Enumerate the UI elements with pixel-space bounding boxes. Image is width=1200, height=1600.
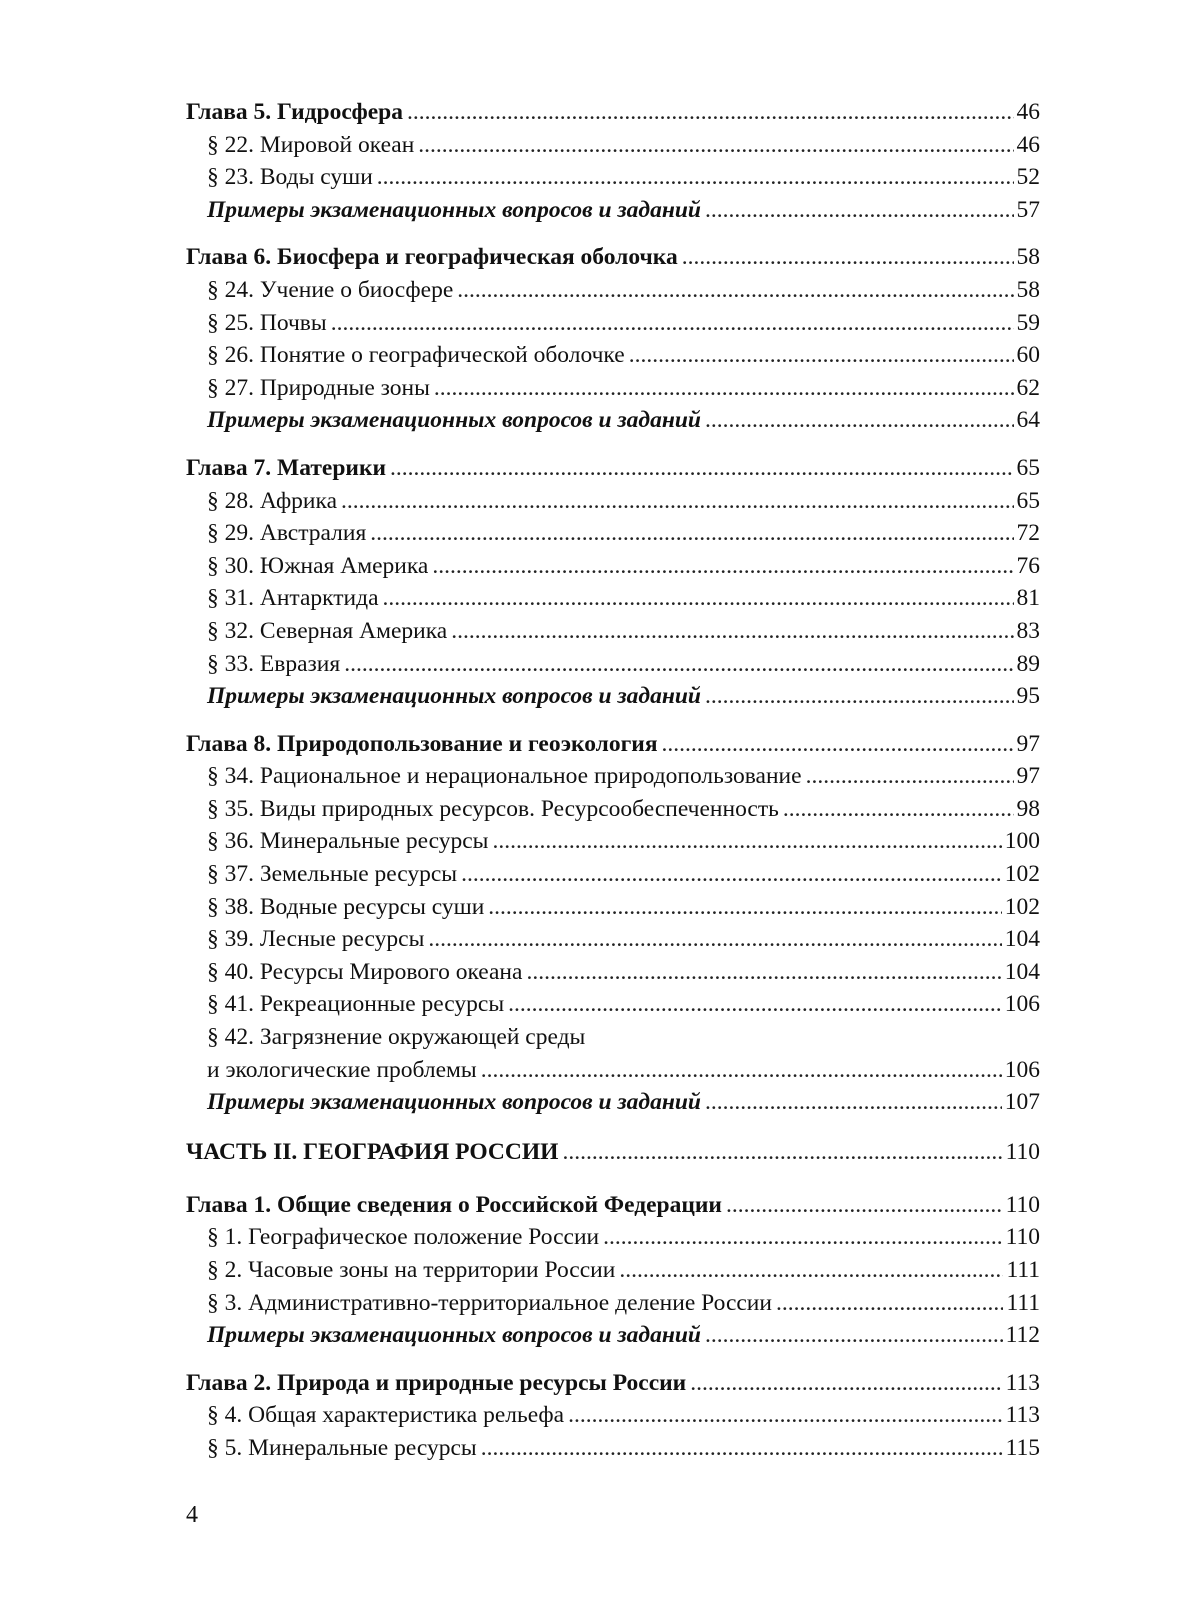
toc-entry-title: § 36. Минеральные ресурсы: [207, 828, 489, 855]
toc-entry-title: § 22. Мировой океан: [207, 131, 415, 158]
toc-entry-section: [186, 307, 1040, 340]
toc-entry-title: § 38. Водные ресурсы суши: [207, 893, 485, 920]
dot-leader: [432, 550, 1013, 583]
toc-entry-page-number: 97: [1016, 763, 1040, 790]
toc-entry-title: § 4. Общая характеристика рельефа: [207, 1402, 565, 1429]
dot-leader: [344, 648, 1013, 681]
toc-entry-section: [186, 1399, 1040, 1432]
toc-entry-page-number: 110: [1005, 1224, 1040, 1251]
toc-entry-exam: [186, 194, 1040, 227]
toc-entry-page-number: 106: [1004, 991, 1040, 1018]
dot-leader: [341, 485, 1014, 518]
toc-entry-section: [186, 1254, 1040, 1287]
toc-entry-page-number: 97: [1016, 730, 1040, 757]
toc-entry-title: Глава 8. Природопользование и геоэкология: [186, 730, 658, 757]
toc-entry-part: [186, 1134, 1040, 1170]
page-number: 4: [186, 1502, 198, 1528]
dot-leader: [726, 1189, 1003, 1222]
dot-leader: [629, 339, 1014, 372]
toc-entry-title: § 25. Почвы: [207, 309, 327, 336]
dot-leader: [619, 1254, 1003, 1287]
toc-entry-page-number: 95: [1016, 683, 1040, 710]
toc-entry-section: [186, 793, 1040, 826]
toc-entry-title: § 40. Ресурсы Мирового океана: [207, 958, 523, 985]
toc-chapter-group: [186, 1367, 1040, 1465]
toc-chapter-group: [186, 452, 1040, 713]
toc-entry-page-number: 58: [1016, 276, 1040, 303]
toc-chapter-group: [186, 96, 1040, 226]
toc-chapter-group: [186, 1189, 1040, 1352]
dot-leader: [407, 96, 1014, 129]
toc-entry-title: § 35. Виды природных ресурсов. Ресурсообеспеченность: [207, 795, 779, 822]
toc-entry-page-number: 57: [1016, 196, 1040, 223]
dot-leader: [331, 307, 1014, 340]
toc-entry-section: [186, 923, 1040, 956]
dot-leader: [508, 988, 1002, 1021]
toc-entry-section: [186, 648, 1040, 681]
dot-leader: [457, 274, 1013, 307]
toc-entry-page-number: 52: [1016, 164, 1040, 191]
toc-entry-exam: [186, 404, 1040, 437]
toc-entry-title: Глава 5. Гидросфера: [186, 99, 403, 125]
toc-entry-section: [186, 161, 1040, 194]
toc-entry-title: § 2. Часовые зоны на территории России: [207, 1257, 616, 1283]
dot-leader: [682, 241, 1014, 274]
toc-entry-section: [186, 485, 1040, 518]
dot-leader: [370, 517, 1013, 550]
toc-entry-section: [186, 550, 1040, 583]
dot-leader: [705, 1319, 1003, 1352]
dot-leader: [705, 194, 1013, 227]
toc-entry-title: Примеры экзаменационных вопросов и заданий: [207, 1322, 702, 1349]
toc-entry-section: [186, 956, 1040, 989]
toc-entry-page-number: 83: [1016, 617, 1040, 644]
toc-entry-section: [186, 274, 1040, 307]
toc-entry-page-number: 110: [1005, 1138, 1040, 1165]
toc-entry-page-number: 115: [1005, 1434, 1040, 1461]
toc-entry-page-number: 104: [1004, 926, 1040, 953]
toc-entry-chapter: [186, 1367, 1040, 1400]
toc-entry-page-number: 89: [1016, 650, 1040, 677]
toc-entry-section: [186, 1287, 1040, 1320]
toc-entry-page-number: 104: [1004, 958, 1040, 985]
toc-entry-page-number: 64: [1016, 407, 1040, 434]
toc-entry-title: Примеры экзаменационных вопросов и заданий: [207, 407, 702, 434]
toc-entry-page-number: 98: [1016, 795, 1040, 822]
toc-entry-section: [186, 517, 1040, 550]
dot-leader: [377, 161, 1014, 194]
dot-leader: [705, 404, 1013, 437]
toc-entry-page-number: 65: [1016, 454, 1040, 481]
table-of-contents: [186, 96, 1040, 1480]
toc-entry-page-number: 102: [1004, 893, 1040, 920]
dot-leader: [562, 1134, 1002, 1170]
dot-leader: [783, 793, 1014, 826]
toc-entry-section: [186, 760, 1040, 793]
toc-entry-title: Примеры экзаменационных вопросов и заданий: [207, 1089, 702, 1116]
toc-entry-page-number: 72: [1016, 520, 1040, 547]
toc-entry-page-number: 62: [1016, 374, 1040, 401]
toc-entry-exam: [186, 680, 1040, 713]
toc-entry-title: и экологические проблемы: [207, 1056, 477, 1083]
toc-entry-chapter: [186, 241, 1040, 274]
toc-entry-title: § 37. Земельные ресурсы: [207, 861, 458, 888]
toc-entry-page-number: 111: [1006, 1257, 1040, 1283]
toc-entry-title: § 26. Понятие о географической оболочке: [207, 342, 625, 369]
toc-entry-section: [186, 129, 1040, 162]
dot-leader: [461, 858, 1002, 891]
dot-leader: [568, 1399, 1003, 1432]
toc-entry-title: ЧАСТЬ II. ГЕОГРАФИЯ РОССИИ: [186, 1138, 559, 1165]
toc-entry-title: § 42. Загрязнение окружающей среды: [207, 1024, 586, 1051]
toc-entry-section: [186, 1221, 1040, 1254]
toc-entry-page-number: 58: [1016, 244, 1040, 271]
dot-leader: [390, 452, 1013, 485]
toc-entry-chapter: [186, 728, 1040, 761]
toc-entry-page-number: 60: [1016, 342, 1040, 369]
dot-leader: [705, 680, 1013, 713]
toc-entry-section: [186, 858, 1040, 891]
toc-entry-page-number: 112: [1005, 1322, 1040, 1349]
toc-chapter-group: [186, 728, 1040, 1119]
toc-entry-title: § 32. Северная Америка: [207, 617, 448, 644]
dot-leader: [418, 129, 1013, 162]
dot-leader: [481, 1432, 1003, 1465]
toc-entry-title: § 27. Природные зоны: [207, 374, 430, 401]
toc-entry-section: [186, 825, 1040, 858]
toc-chapter-group: [186, 241, 1040, 437]
toc-entry-title: § 30. Южная Америка: [207, 552, 429, 579]
dot-leader: [488, 891, 1001, 924]
toc-entry-chapter: [186, 1189, 1040, 1222]
toc-entry-page-number: 111: [1006, 1289, 1040, 1316]
dot-leader: [428, 923, 1001, 956]
toc-entry-page-number: 100: [1004, 828, 1040, 855]
toc-entry-page-number: 113: [1005, 1369, 1040, 1396]
toc-entry-title: § 23. Воды суши: [207, 164, 373, 191]
toc-entry-title: § 5. Минеральные ресурсы: [207, 1434, 477, 1461]
toc-entry-title: § 34. Рациональное и нерациональное природопользование: [207, 763, 802, 790]
toc-entry-exam: [186, 1319, 1040, 1352]
dot-leader: [434, 372, 1014, 405]
toc-entry-section: [186, 372, 1040, 405]
dot-leader: [603, 1221, 1002, 1254]
dot-leader: [383, 582, 1014, 615]
toc-entry-title: § 29. Австралия: [207, 520, 367, 547]
toc-entry-page-number: 110: [1005, 1191, 1040, 1218]
toc-entry-title: Глава 1. Общие сведения о Российской Федерации: [186, 1191, 722, 1218]
toc-entry-page-number: 76: [1016, 552, 1040, 579]
toc-entry-section: [186, 339, 1040, 372]
dot-leader: [806, 760, 1014, 793]
toc-entry-page-number: 106: [1004, 1056, 1040, 1083]
toc-entry-title: Глава 7. Материки: [186, 454, 387, 481]
toc-entry-section: [186, 1432, 1040, 1465]
dot-leader: [662, 728, 1014, 761]
toc-entry-title: § 3. Административно-территориальное деление России: [207, 1289, 772, 1316]
toc-entry-section: [186, 891, 1040, 924]
toc-part-group: [186, 1134, 1040, 1170]
toc-entry-title: Примеры экзаменационных вопросов и заданий: [207, 196, 702, 223]
dot-leader: [526, 956, 1001, 989]
toc-entry-chapter: [186, 452, 1040, 485]
toc-entry-title: § 28. Африка: [207, 487, 337, 514]
dot-leader: [451, 615, 1013, 648]
toc-entry-page-number: 107: [1004, 1089, 1040, 1116]
toc-entry-page-number: 113: [1005, 1402, 1040, 1429]
toc-entry-title: § 24. Учение о биосфере: [207, 276, 454, 303]
toc-entry-title: Примеры экзаменационных вопросов и заданий: [207, 683, 702, 710]
toc-entry-section: [186, 615, 1040, 648]
toc-entry-page-number: 102: [1004, 861, 1040, 888]
dot-leader: [705, 1086, 1002, 1119]
toc-entry-page-number: 59: [1016, 309, 1040, 336]
toc-entry-title: Глава 6. Биосфера и географическая оболочка: [186, 244, 678, 271]
toc-entry-cont: [186, 1054, 1040, 1087]
toc-entry-exam: [186, 1086, 1040, 1119]
dot-leader: [481, 1054, 1002, 1087]
toc-entry-chapter: [186, 96, 1040, 129]
toc-entry-page-number: 46: [1016, 131, 1040, 158]
toc-entry-cont-first: [186, 1021, 1040, 1054]
toc-entry-section: [186, 582, 1040, 615]
toc-entry-page-number: 46: [1016, 99, 1040, 125]
dot-leader: [690, 1367, 1002, 1400]
dot-leader: [492, 825, 1001, 858]
toc-entry-title: § 1. Географическое положение России: [207, 1224, 600, 1251]
toc-entry-title: § 39. Лесные ресурсы: [207, 926, 425, 953]
toc-entry-title: § 41. Рекреационные ресурсы: [207, 991, 505, 1018]
toc-entry-page-number: 81: [1016, 585, 1040, 612]
toc-entry-page-number: 65: [1016, 487, 1040, 514]
toc-entry-section: [186, 988, 1040, 1021]
toc-entry-title: § 33. Евразия: [207, 650, 341, 677]
dot-leader: [776, 1287, 1004, 1320]
toc-entry-title: Глава 2. Природа и природные ресурсы России: [186, 1369, 687, 1396]
toc-entry-title: § 31. Антарктида: [207, 585, 379, 612]
